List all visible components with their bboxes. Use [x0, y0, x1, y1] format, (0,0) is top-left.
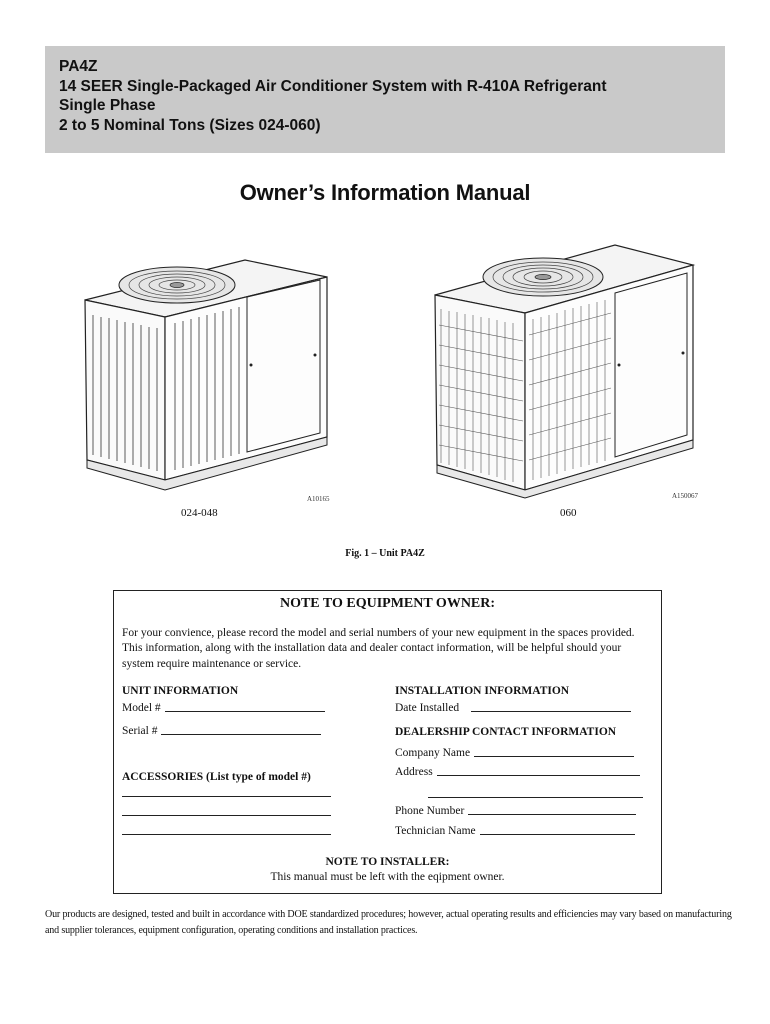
installer-note-text: This manual must be left with the eqipment owner. — [270, 871, 505, 883]
note-title: NOTE TO EQUIPMENT OWNER: — [279, 596, 496, 611]
company-name-line[interactable] — [474, 756, 634, 757]
phone-number-label: Phone Number — [395, 805, 465, 817]
size-label-right: 060 — [560, 507, 577, 519]
address-field[interactable] — [395, 766, 640, 778]
model-number-field[interactable] — [122, 702, 325, 714]
unit-info-heading: UNIT INFORMATION — [122, 685, 239, 697]
tonnage: 2 to 5 Nominal Tons (Sizes 024-060) — [59, 116, 321, 134]
serial-number-field[interactable] — [122, 725, 321, 737]
phase: Single Phase — [59, 97, 156, 114]
accessories-heading: ACCESSORIES (List type of model #) — [122, 771, 311, 783]
technician-name-label: Technician Name — [395, 825, 476, 837]
date-installed-line[interactable] — [471, 711, 631, 712]
accessories-line-3[interactable] — [122, 834, 331, 835]
disclaimer: Our products are designed, tested and built in accordance with DOE standardized procedures; however, actual operating results and efficiencies may vary based on manufacturing and supplier tolerances, equipment configuration, operating conditions and installation practices. — [45, 909, 732, 936]
date-installed-field[interactable] — [395, 702, 631, 714]
phone-number-line[interactable] — [468, 814, 636, 815]
owner-note-box — [113, 590, 662, 894]
model-number-line[interactable] — [165, 711, 325, 712]
unit-illustration-060 — [425, 235, 700, 500]
installation-info-heading: INSTALLATION INFORMATION — [395, 685, 570, 697]
installer-note-title: NOTE TO INSTALLER: — [325, 856, 450, 868]
model-code: PA4Z — [59, 58, 98, 75]
size-label-left: 024-048 — [181, 507, 218, 519]
phone-number-field[interactable] — [395, 805, 636, 817]
product-line: 14 SEER Single-Packaged Air Conditioner System with R-410A Refrigerant — [59, 77, 607, 95]
note-intro: For your convience, please record the model and serial numbers of your new equipment in the spaces provided. This information, along with the installation data and dealer contact information, will be helpful should your system require maintenance or service. — [122, 627, 635, 670]
serial-number-line[interactable] — [161, 734, 321, 735]
technician-name-line[interactable] — [480, 834, 635, 835]
date-installed-label: Date Installed — [395, 702, 460, 714]
figure-caption: Fig. 1 – Unit PA4Z — [345, 548, 425, 559]
unit-illustration-024-048 — [65, 245, 335, 500]
header-box — [45, 46, 725, 153]
model-number-label: Model # — [122, 702, 161, 714]
address-label: Address — [395, 766, 433, 778]
address-line-1[interactable] — [437, 775, 640, 776]
page-title: Owner’s Information Manual — [239, 180, 531, 205]
address-line-2[interactable] — [428, 797, 643, 798]
illustration-code-left: A10165 — [307, 495, 330, 503]
company-name-field[interactable] — [395, 747, 634, 759]
serial-number-label: Serial # — [122, 725, 158, 737]
accessories-line-1[interactable] — [122, 796, 331, 797]
illustration-code-right: A150067 — [672, 492, 699, 500]
installer-note — [114, 855, 661, 885]
technician-name-field[interactable] — [395, 825, 635, 837]
accessories-line-2[interactable] — [122, 815, 331, 816]
company-name-label: Company Name — [395, 747, 471, 759]
dealer-info-heading: DEALERSHIP CONTACT INFORMATION — [395, 726, 617, 738]
